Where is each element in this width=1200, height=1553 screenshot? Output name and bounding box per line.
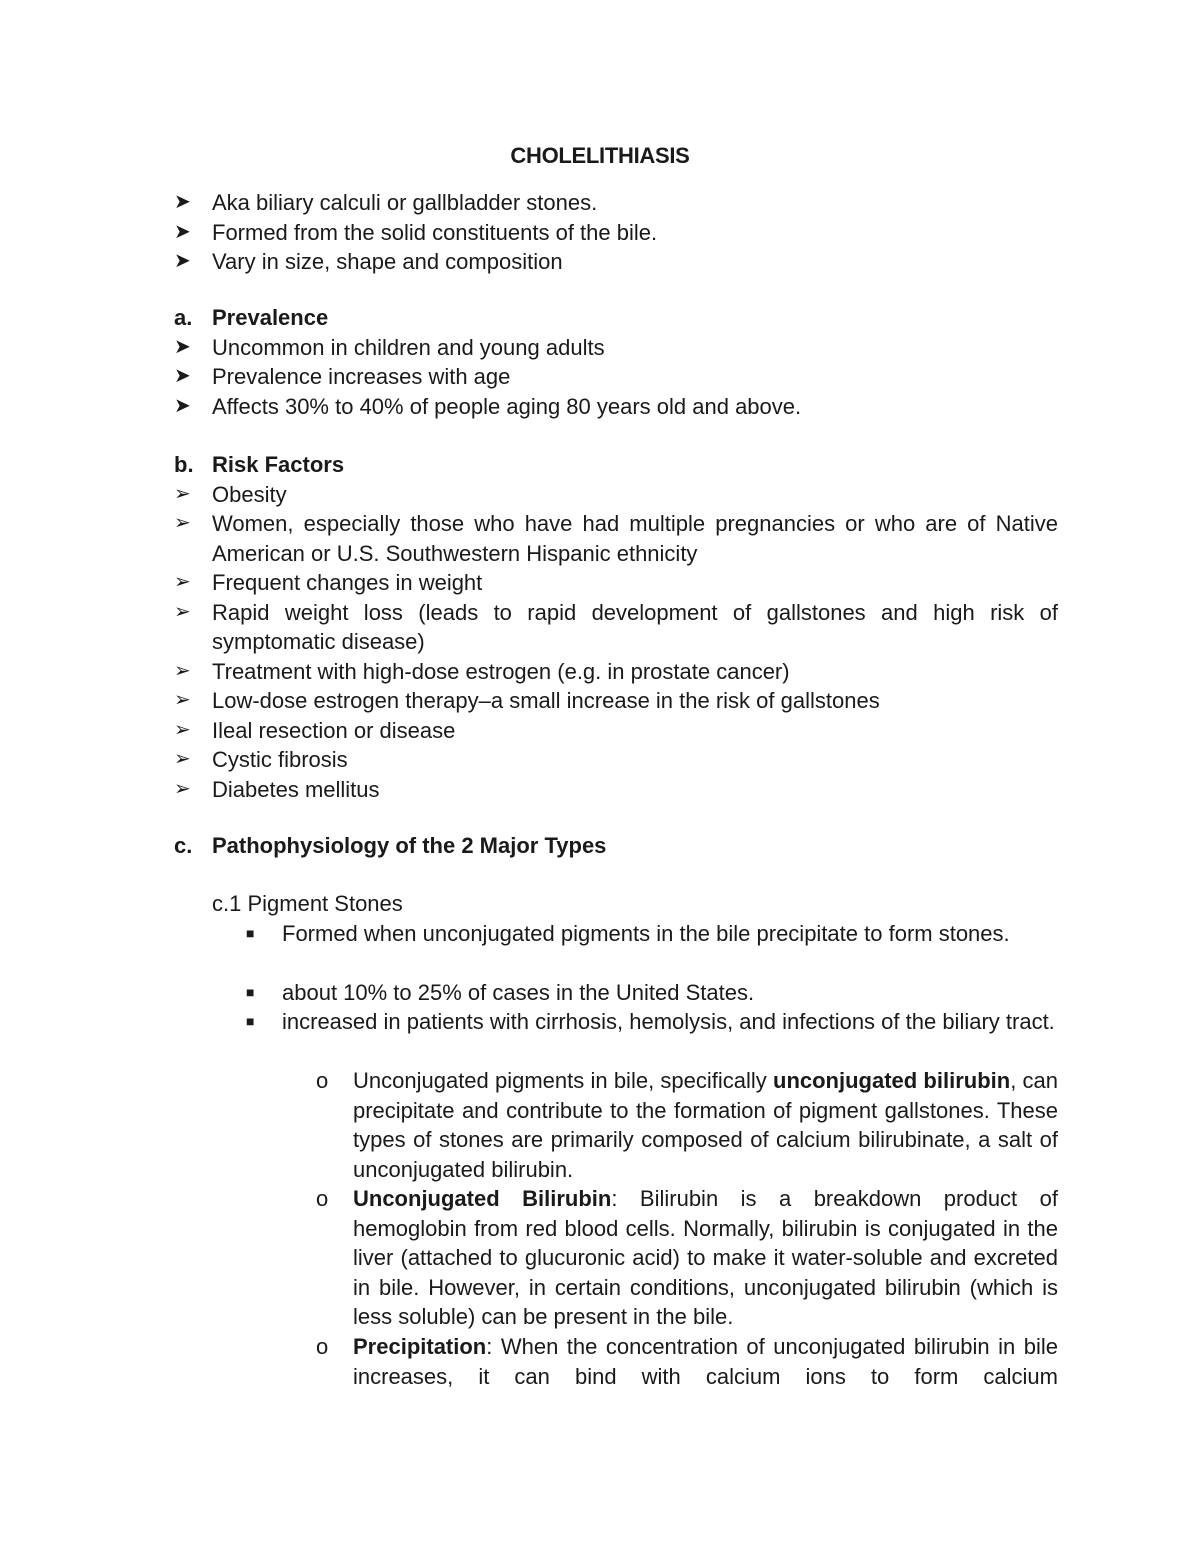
arrow-bullet-icon: ➤ <box>174 220 191 243</box>
intro-list <box>0 188 1200 277</box>
section-heading: c. Pathophysiology of the 2 Major Types <box>174 833 607 858</box>
arrow-bullet-icon: ➢ <box>174 482 191 505</box>
list-item: ■ Formed when unconjugated pigments in the bile precipitate to form stones. <box>0 919 1200 978</box>
arrow-bullet-icon: ➤ <box>174 394 191 417</box>
square-bullet-icon: ■ <box>246 924 255 941</box>
page-title: CHOLELITHIASIS <box>510 143 690 168</box>
list-item: ■ increased in patients with cirrhosis, hemolysis, and infections of the biliary tract. <box>0 1007 1200 1066</box>
arrow-bullet-icon: ➢ <box>174 718 191 741</box>
list-item: ➢ Obesity <box>0 480 1200 510</box>
list-item: ➢ Treatment with high-dose estrogen (e.g. in prostate cancer) <box>0 657 1200 687</box>
arrow-bullet-icon: ➢ <box>174 659 191 682</box>
arrow-bullet-icon: ➢ <box>174 748 191 770</box>
arrow-bullet-icon: ➢ <box>174 512 191 534</box>
list-item: ➢ Women, especially those who have had multiple pregnancies or who are of Native American or U.S. Southwestern Hispanic ethnicity <box>174 511 1058 566</box>
section-prevalence <box>0 303 1200 421</box>
arrow-bullet-icon: ➢ <box>174 600 191 623</box>
list-item: ➢ Diabetes mellitus <box>0 775 1200 805</box>
section-heading: a. Prevalence <box>174 305 329 330</box>
arrow-bullet-icon: ➤ <box>174 335 191 358</box>
arrow-bullet-icon: ➢ <box>174 777 191 800</box>
arrow-bullet-icon: ➤ <box>174 191 191 213</box>
square-bullet-icon: ■ <box>246 983 255 1000</box>
subsection-label: c.1 Pigment Stones <box>212 891 403 916</box>
detail-item: o Unconjugated Bilirubin: Bilirubin is a breakdown product of hemoglobin from red blood cells. Normally, bilirubin is conjugated in the liver (attached to glucuronic acid) to make it water-soluble and excreted in bile. However, in certain conditions, unconjugated bilirubin (which is less soluble) can be present in the bile. <box>316 1186 1058 1329</box>
list-item: ➤ Prevalence increases with age <box>0 362 1200 392</box>
list-item: ■ about 10% to 25% of cases in the United States. <box>0 978 1200 1008</box>
list-item: ➤ Vary in size, shape and composition <box>0 247 1200 277</box>
arrow-bullet-icon: ➢ <box>174 571 191 593</box>
list-item: ➢ Ileal resection or disease <box>0 716 1200 746</box>
section-pathophysiology <box>0 831 1200 861</box>
arrow-bullet-icon: ➢ <box>174 689 191 711</box>
arrow-bullet-icon: ➤ <box>174 365 191 387</box>
arrow-bullet-icon: ➤ <box>174 250 191 272</box>
circle-bullet-icon: o <box>316 1186 329 1211</box>
subsection-pigment-stones <box>0 889 1200 1391</box>
list-item: ➢ Frequent changes in weight <box>0 568 1200 598</box>
circle-bullet-icon: o <box>316 1068 329 1093</box>
list-item: ➢ Low-dose estrogen therapy–a small increase in the risk of gallstones <box>0 686 1200 716</box>
detail-item: o Precipitation: When the concentration of unconjugated bilirubin in bile increases, it can bind with calcium ions to form calcium <box>316 1334 1058 1389</box>
section-risk-factors <box>0 450 1200 804</box>
section-heading: b. Risk Factors <box>174 452 345 477</box>
circle-bullet-icon: o <box>316 1334 329 1359</box>
detail-item: o Unconjugated pigments in bile, specifically unconjugated bilirubin, can precipitate and contribute to the formation of pigment gallstones. These types of stones are primarily composed of calcium bilirubinate, a salt of unconjugated bilirubin. <box>316 1068 1059 1182</box>
list-item: ➤ Affects 30% to 40% of people aging 80 years old and above. <box>0 392 1200 422</box>
square-bullet-icon: ■ <box>246 1013 255 1029</box>
list-item: ➤ Aka biliary calculi or gallbladder stones. <box>0 188 1200 218</box>
list-item: ➢ Cystic fibrosis <box>0 745 1200 775</box>
list-item: ➢ Rapid weight loss (leads to rapid development of gallstones and high risk of symptomatic disease) <box>174 599 1058 654</box>
list-item: ➤ Uncommon in children and young adults <box>0 333 1200 363</box>
list-item: ➤ Formed from the solid constituents of the bile. <box>0 218 1200 248</box>
